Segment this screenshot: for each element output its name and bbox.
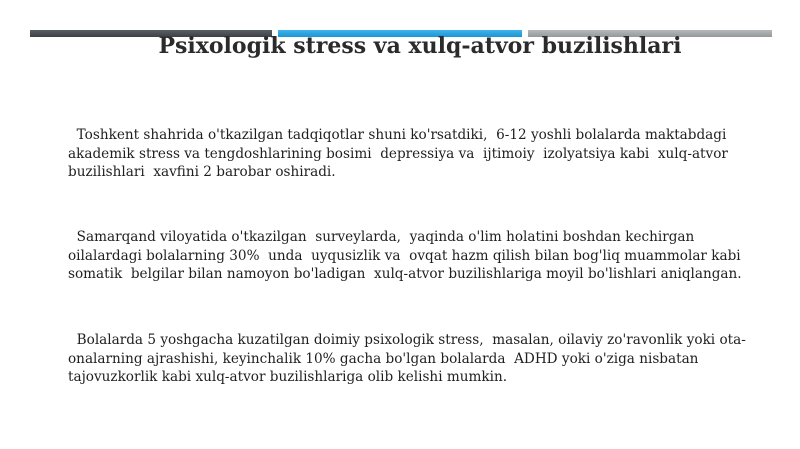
paragraph-samarkand-survey: Samarqand viloyatida o'tkazilgan surveylarda, yaqinda o'lim holatini boshdan kechirgan oilalardagi bolalarning 30% unda uyqusizlik va ovqat hazm qilish bilan bog'liq muammolar kabi somatik belgilar bilan namoyon bo'ladigan xulq-atvor buzilishlariga moyil bo'lishlari aniqlangan. [68,229,750,282]
paragraph-early-childhood-stress: Bolalarda 5 yoshgacha kuzatilgan doimiy psixologik stress, masalan, oilaviy zo'ravonlik yoki ota-onalarning ajrashishi, keyinchalik 10% gacha bo'lgan bolalarda ADHD yoki o'ziga nisbatan tajovuzkorlik kabi xulq-atvor buzilishlariga olib kelishi mumkin. [68,332,746,385]
slide-title: Psixologik stress va xulq-atvor buzilishlari [158,33,682,59]
paragraph-tashkent-study: Toshkent shahrida o'tkazilgan tadqiqotlar shuni ko'rsatdiki, 6-12 yoshli bolalarda maktabdagi akademik stress va tengdoshlarining bosimi depressiya va ijtimoiy izolyatsiya kabi xulq-atvor buzilishlari xavfini 2 barobar oshiradi. [68,127,735,180]
